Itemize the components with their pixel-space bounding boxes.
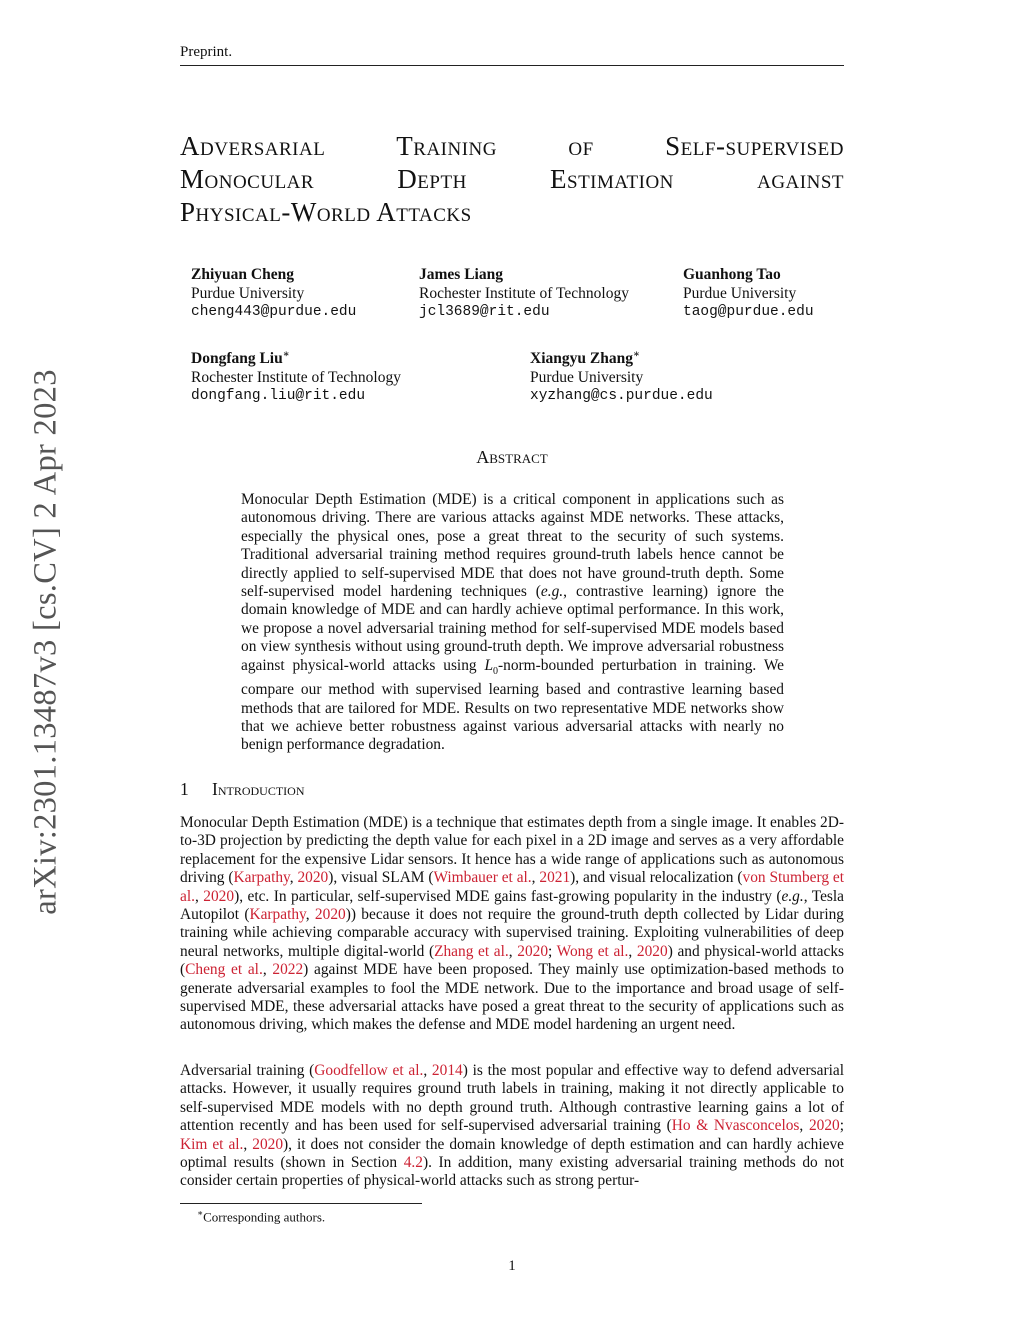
author-affiliation: Purdue University — [191, 285, 305, 303]
author-email[interactable]: taog@purdue.edu — [683, 304, 814, 321]
author-email[interactable]: jcl3689@rit.edu — [419, 304, 550, 321]
title-line: Monocular Depth Estimation against — [180, 164, 844, 194]
section-title: Introduction — [212, 779, 305, 799]
author-name: Dongfang Liu∗ — [191, 349, 290, 368]
abstract-heading: Abstract — [476, 447, 548, 467]
author-block — [419, 261, 629, 322]
citation-link[interactable]: Wong et al. — [556, 942, 629, 960]
author-name: James Liang — [419, 266, 503, 284]
citation-link[interactable]: 2020 — [636, 942, 668, 960]
author-block — [191, 345, 401, 406]
section-number: 1 — [180, 779, 189, 799]
header-rule — [180, 65, 844, 66]
author-affiliation: Purdue University — [683, 285, 797, 303]
title-line: Physical-World Attacks — [180, 197, 472, 227]
citation-link[interactable]: Karpathy — [233, 869, 290, 887]
author-name: Zhiyuan Cheng — [191, 266, 294, 284]
footnote: ∗Corresponding authors. — [197, 1208, 326, 1225]
citation-link[interactable]: 2020 — [297, 869, 329, 887]
author-block — [530, 345, 713, 406]
running-header: Preprint. — [180, 44, 233, 60]
section-heading-introduction — [180, 779, 305, 800]
author-email[interactable]: cheng443@purdue.edu — [191, 304, 357, 321]
citation-link[interactable]: Goodfellow et al. — [314, 1062, 424, 1079]
citation-link[interactable]: Zhang et al. — [434, 942, 509, 960]
citation-link[interactable]: 2021 — [539, 869, 571, 887]
author-block — [191, 261, 356, 322]
title-line: Adversarial Training of Self-supervised — [180, 131, 844, 161]
author-name: Xiangyu Zhang∗ — [530, 349, 640, 368]
paragraph: Adversarial training (Goodfellow et al., 2014) is the most popular and effective way to defend adversarial attacks. However, it usually requires ground truth labels in training, making it not directly applicable to self-supervised MDE models with no depth ground truth. Although contrastive learning gains a lot of attention recently and has been used for self-supervised adversarial training (Ho & Nvasconcelos, 2020; Kim et al., 2020), it does not consider the domain knowledge of depth estimation and can hardly achieve optimal results (shown in Section 4.2). In addition, many existing adversarial training methods do not consider certain properties of physical-world attacks such as strong pertur- — [180, 1062, 844, 1190]
page-number: 1 — [508, 1258, 516, 1274]
citation-link[interactable]: 2022 — [272, 961, 304, 979]
author-email[interactable]: xyzhang@cs.purdue.edu — [530, 388, 713, 405]
author-affiliation: Purdue University — [530, 369, 644, 387]
author-name: Guanhong Tao — [683, 266, 781, 284]
arxiv-identifier: arXiv:2301.13487v3 [cs.CV] 2 Apr 2023 — [27, 369, 64, 915]
citation-link[interactable]: Cheng et al. — [185, 961, 263, 979]
citation-link[interactable]: 2020 — [203, 887, 235, 905]
citation-link[interactable]: 2020 — [517, 942, 549, 960]
abstract-body: Monocular Depth Estimation (MDE) is a critical component in applications such as autonomous driving. There are various attacks against MDE networks. These attacks, especially the physical ones, pose a great threat to the security of such systems. Traditional adversarial training method requires ground-truth labels hence cannot be directly applied to self-supervised MDE that does not have ground-truth depth. Some self-supervised model hardening techniques (e.g., contrastive learning) ignore the domain knowledge of MDE and can hardly achieve optimal performance. In this work, we propose a novel adversarial training method for self-supervised MDE models based on view synthesis without using ground-truth depth. We improve adversarial robustness against physical-world attacks using $L_0-norm$-bounded perturbation in training. We compare our method with supervised learning based and contrastive learning based methods that are tailored for MDE. Results on two representative MDE networks show that we achieve better robustness against various adversarial attacks with nearly no benign performance degradation. — [241, 491, 784, 754]
arxiv-side-stamp — [22, 360, 70, 925]
citation-link[interactable]: Kim et al. — [180, 1135, 244, 1153]
author-block — [683, 261, 814, 322]
paragraph: Monocular Depth Estimation (MDE) is a technique that estimates depth from a single image. It enables 2D-to-3D projection by predicting the depth value for each pixel in a 2D image and serves as a very affordable replacement for the expensive Lidar sensors. It hence has a wide range of applications such as autonomous driving (Karpathy, 2020), visual SLAM (Wimbauer et al., 2021), and visual relocalization (von Stumberg et al., 2020), etc. In particular, self-supervised MDE gains fast-growing popularity in the industry (e.g., Tesla Autopilot (Karpathy, 2020)) because it does not require the ground-truth depth collected by Lidar during training while achieving comparable accuracy with supervised training. Exploiting vulnerabilities of deep neural networks, multiple digital-world (Zhang et al., 2020; Wong et al., 2020) and physical-world attacks (Cheng et al., 2022) against MDE have been proposed. They mainly use optimization-based methods to generate adversarial examples to fool the MDE network. Due to the importance and broad usage of self-supervised MDE, these adversarial attacks have posed a great threat to the security of applications such as autonomous driving, which makes the defense and MDE model hardening an urgent need. — [180, 814, 845, 1034]
author-affiliation: Rochester Institute of Technology — [419, 285, 629, 303]
citation-link[interactable]: 2020 — [252, 1135, 284, 1153]
citation-link[interactable]: von Stumberg et al. — [180, 869, 845, 905]
section-link[interactable]: 4.2 — [403, 1154, 423, 1172]
citation-link[interactable]: 2020 — [314, 906, 346, 924]
author-email[interactable]: dongfang.liu@rit.edu — [191, 388, 366, 405]
citation-link[interactable]: 2014 — [431, 1062, 463, 1079]
footnote-rule — [180, 1203, 422, 1204]
citation-link[interactable]: Karpathy — [249, 906, 306, 924]
paper-title — [180, 130, 844, 229]
citation-link[interactable]: Ho & Nvasconcelos — [671, 1117, 800, 1135]
citation-link[interactable]: 2020 — [808, 1117, 840, 1135]
author-affiliation: Rochester Institute of Technology — [191, 369, 401, 387]
citation-link[interactable]: Wimbauer et al. — [433, 869, 532, 887]
